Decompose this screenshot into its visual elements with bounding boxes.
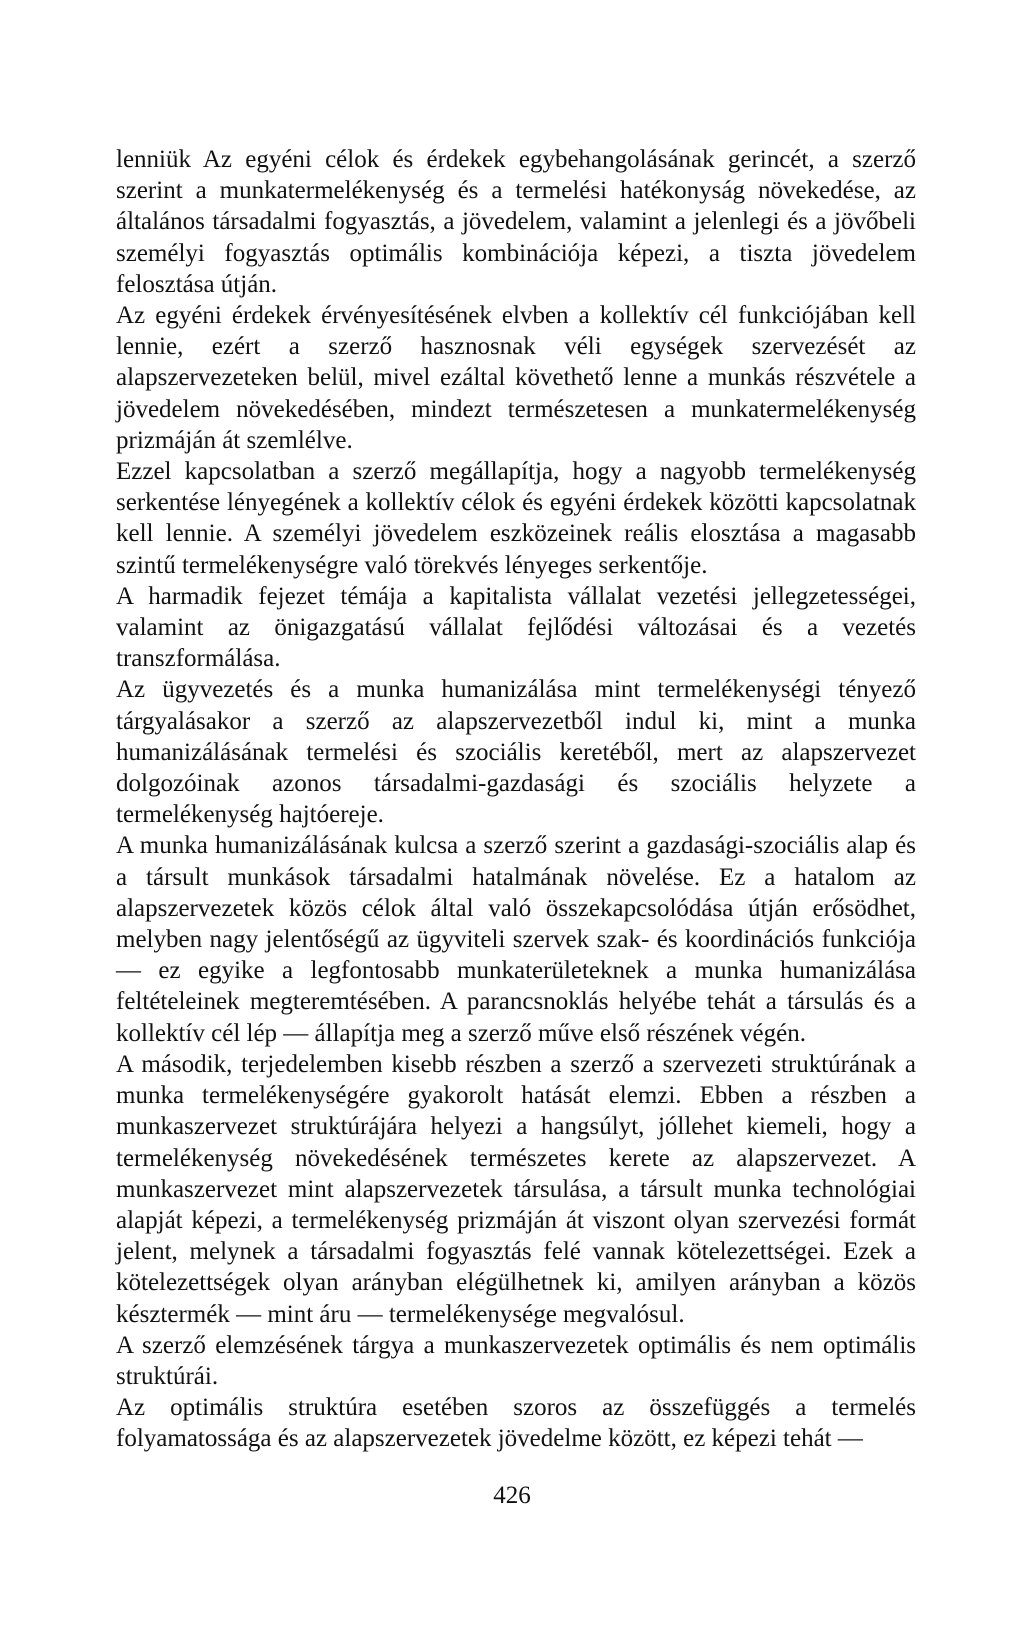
paragraph-7: A második, terjedelemben kisebb részben a szerző a szervezeti struktúrának a munka termelékenységére gyakorolt hatását elemzi. Ebben a részben a munkaszervezet struktúrájára helyezi a hangsúlyt, jóllehet kiemeli, hogy a termelékenység növekedésének természetes kerete az alapszervezet. A munkaszervezet mint alapszervezetek társulása, a társult munka technológiai alapját képezi, a termelékenység prizmáján át viszont olyan szervezési formát jelent, melynek a társadalmi fogyasztás felé vannak kötelezettségei. Ezek a kötelezettségek olyan arányban elégülhetnek ki, amilyen arányban a közös késztermék — mint áru — termelékenysége megvalósul. <box>116 1050 916 1328</box>
paragraph-8: A szerző elemzésének tárgya a munkaszervezetek optimális és nem optimális struktúrái. <box>116 1331 916 1390</box>
paragraph-2: Az egyéni érdekek érvényesítésének elvben a kollektív cél funkciójában kell lennie, ezért a szerző hasznosnak véli egységek szervezését az alapszervezeteken belül, mivel ezáltal követhető lenne a munkás részvétele a jövedelem növekedésében, mindezt természetesen a munkatermelékenység prizmáján át szemlélve. <box>116 302 916 454</box>
page-number: 426 <box>493 1482 531 1509</box>
paragraph-4: A harmadik fejezet témája a kapitalista vállalat vezetési jellegzetességei, valamint az önigazgatású vállalat fejlődési változásai és a vezetés transzformálása. <box>116 582 916 673</box>
paragraph-5: Az ügyvezetés és a munka humanizálása mint termelékenységi tényező tárgyalásakor a szerző az alapszervezetből indul ki, mint a munka humanizálásának termelési és szociális keretéből, mert az alapszervezet dolgozóinak azonos társadalmi-gazdasági és szociális helyzete a termelékenység hajtóereje. <box>116 676 916 829</box>
paragraph-9: Az optimális struktúra esetében szoros az összefüggés a termelés folyamatossága és az alapszervezetek jövedelme között, ez képezi tehát — <box>116 1394 916 1453</box>
paragraph-1: lenniük Az egyéni célok és érdekek egybehangolásának gerincét, a szerző szerint a munkatermelékenység és a termelési hatékonyság növekedése, az általános társadalmi fogyasztás, a jövedelem, valamint a jelenlegi és a jövőbeli személyi fogyasztás optimális kombinációja képezi, a tiszta jövedelem felosztása útján. <box>116 146 916 298</box>
page-body <box>116 144 916 1455</box>
paragraph-6: A munka humanizálásának kulcsa a szerző szerint a gazdasági-szociális alap és a társult munkások társadalmi hatalmának növelése. Ez a hatalom az alapszervezetek közös célok által való összekapcsolódása útján erősödhet, melyben nagy jelentőségű az ügyviteli szervek szak- és koordinációs funkciója — ez egyike a legfontosabb munkaterületeknek a munka humanizálása feltételeinek megteremtésében. A parancsnoklás helyébe tehát a társulás és a kollektív cél lép — állapítja meg a szerző műve első részének végén. <box>116 832 916 1047</box>
paragraph-3: Ezzel kapcsolatban a szerző megállapítja, hogy a nagyobb termelékenység serkentése lényegének a kollektív célok és egyéni érdekek közötti kapcsolatnak kell lennie. A személyi jövedelem eszközeinek reális elosztása a magasabb szintű termelékenységre való törekvés lényeges serkentője. <box>116 458 916 579</box>
